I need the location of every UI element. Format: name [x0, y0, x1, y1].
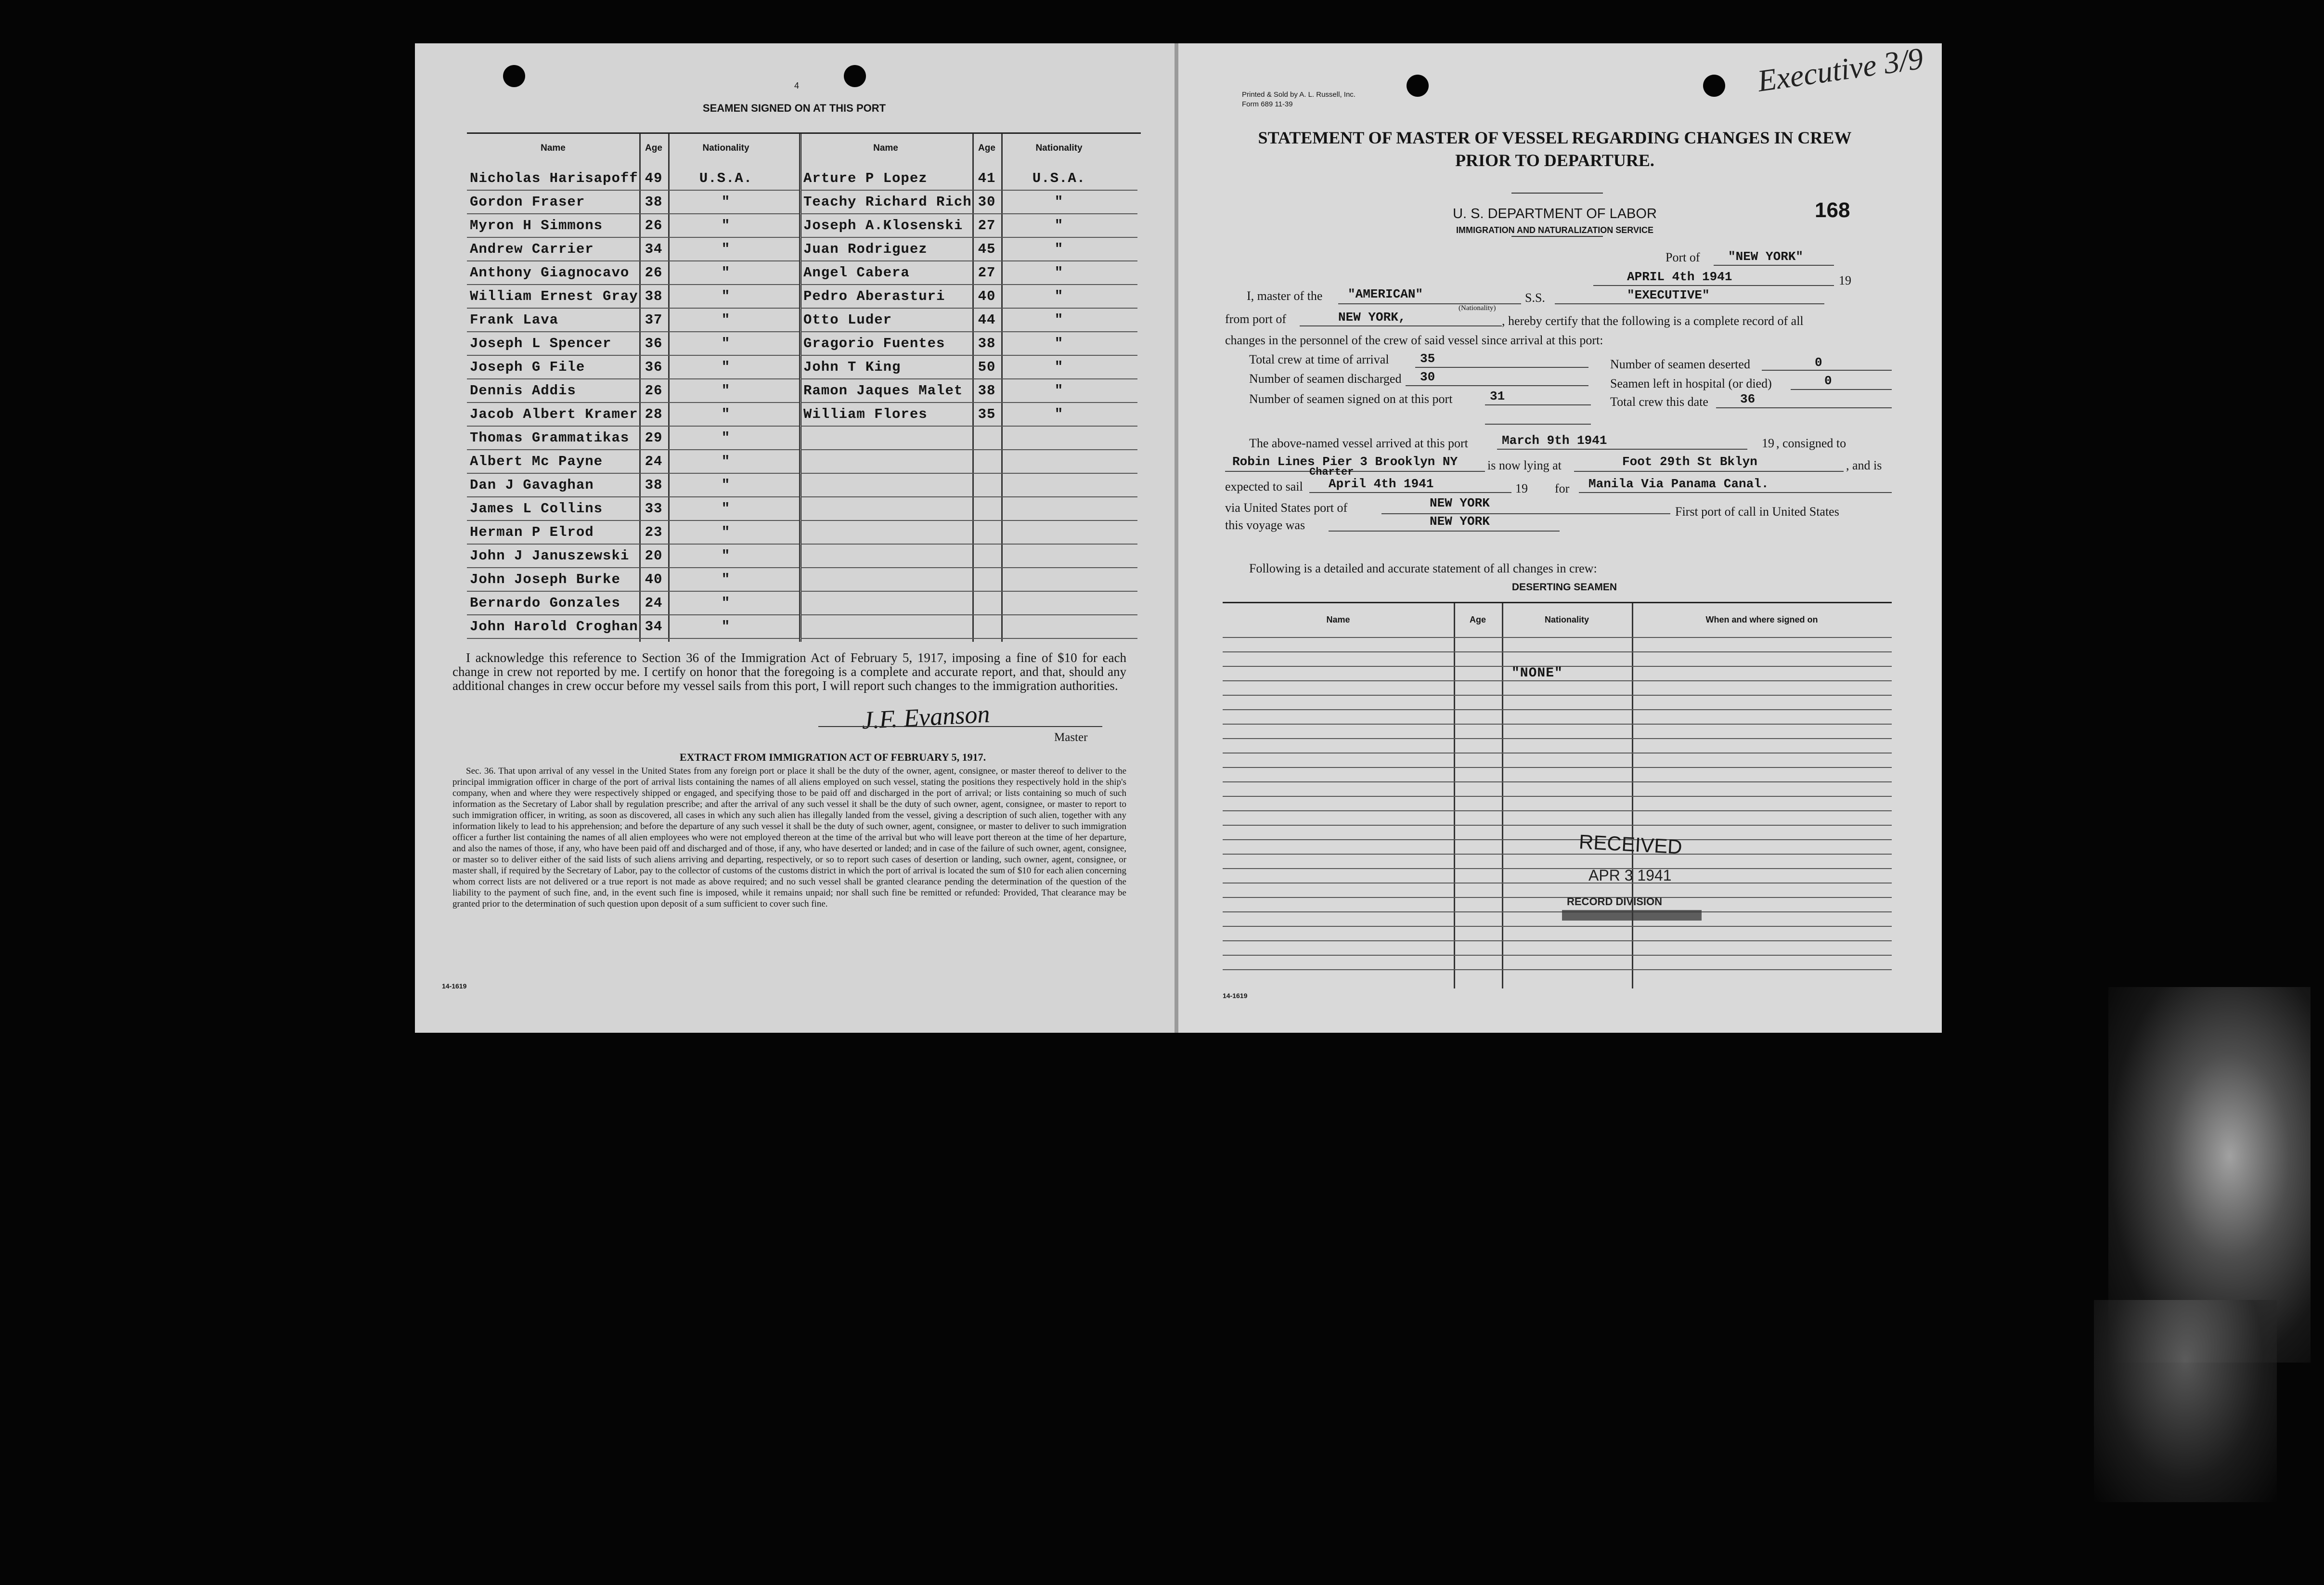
- ruled-row: [1223, 955, 1892, 956]
- seaman-age: 30: [978, 194, 996, 210]
- dcol-header-name: Name: [1326, 615, 1350, 624]
- film-glare-lower: [2094, 1300, 2277, 1502]
- seaman-age: 38: [645, 194, 663, 210]
- punch-hole: [503, 65, 525, 87]
- seaman-age: 26: [645, 383, 663, 399]
- col-header-nationality: Nationality: [702, 143, 749, 153]
- field-line: [1381, 513, 1670, 514]
- seaman-name: William Flores: [803, 406, 928, 422]
- table-row: [467, 450, 799, 474]
- ruled-row: [1223, 825, 1892, 826]
- table-row: [467, 615, 799, 639]
- table-row: [467, 426, 799, 450]
- via-label: via United States port of: [1225, 501, 1348, 515]
- seaman-name: John Joseph Burke: [470, 572, 620, 587]
- ruled-row: [1223, 911, 1892, 913]
- seaman-nationality: ": [721, 265, 731, 281]
- seaman-nationality: ": [721, 430, 731, 446]
- table-row: [800, 261, 1137, 285]
- seaman-name: Juan Rodriguez: [803, 241, 928, 257]
- seaman-name: William Ernest Gray: [470, 288, 638, 304]
- ruled-row: [1223, 651, 1892, 653]
- ruled-row: [1223, 969, 1892, 971]
- seaman-name: Teachy Richard Rich: [803, 194, 972, 210]
- seaman-name: Pedro Aberasturi: [803, 288, 945, 304]
- seaman-age: 24: [645, 454, 663, 469]
- col-header-age: Age: [978, 143, 995, 153]
- and-is: , and is: [1846, 458, 1882, 472]
- seaman-age: 37: [645, 312, 663, 328]
- punch-hole: [1703, 75, 1725, 97]
- seaman-age: 26: [645, 218, 663, 234]
- field-line: [1225, 471, 1485, 472]
- following-text: Following is a detailed and accurate statement of all changes in crew:: [1249, 561, 1597, 575]
- signed-on-label: Number of seamen signed on at this port: [1249, 392, 1453, 406]
- seaman-age: 27: [978, 218, 996, 234]
- punch-hole: [1407, 75, 1429, 97]
- ruled-row: [1223, 767, 1892, 768]
- field-line: [1791, 389, 1892, 390]
- signature-line: [818, 726, 1102, 727]
- from-port-label: from port of: [1225, 312, 1287, 326]
- seaman-nationality: ": [1054, 194, 1064, 210]
- table-row: [800, 214, 1137, 238]
- seaman-name: Ramon Jaques Malet: [803, 383, 963, 399]
- seaman-name: Gordon Fraser: [470, 194, 585, 210]
- seaman-name: Joseph G File: [470, 359, 585, 375]
- table-row: [467, 544, 799, 568]
- seaman-nationality: ": [1054, 312, 1064, 328]
- seaman-name: Myron H Simmons: [470, 218, 603, 234]
- dcol-header-when-where: When and where signed on: [1705, 615, 1818, 624]
- seaman-nationality: ": [1054, 336, 1064, 351]
- seaman-name: James L Collins: [470, 501, 603, 517]
- seaman-age: 38: [978, 336, 996, 351]
- seaman-age: 35: [978, 406, 996, 422]
- discharged-value: 30: [1420, 370, 1435, 384]
- date-value: APRIL 4th 1941: [1627, 270, 1732, 284]
- table-row: [800, 332, 1137, 356]
- table-row: [800, 450, 1137, 474]
- seaman-name: Anthony Giagnocavo: [470, 265, 630, 281]
- left-page-title: SEAMEN SIGNED ON AT THIS PORT: [702, 102, 886, 114]
- for-label: for: [1555, 481, 1570, 495]
- service-name: IMMIGRATION AND NATURALIZATION SERVICE: [1456, 225, 1653, 235]
- printer-credit: Printed & Sold by A. L. Russell, Inc.: [1242, 91, 1356, 99]
- total-crew-arrival-label: Total crew at time of arrival: [1249, 352, 1389, 366]
- seaman-age: 36: [645, 336, 663, 351]
- master-of-label: I, master of the: [1247, 289, 1323, 303]
- table-row: [800, 379, 1137, 403]
- consigned-label: , consigned to: [1776, 436, 1846, 450]
- seaman-nationality: U.S.A.: [699, 170, 753, 186]
- received-stamp-date: APR 3 1941: [1588, 867, 1672, 884]
- table-row: [467, 332, 799, 356]
- field-line: [1497, 449, 1747, 450]
- seaman-name: Bernardo Gonzales: [470, 595, 620, 611]
- table-row: [467, 591, 799, 615]
- year-suffix: 19: [1839, 273, 1851, 287]
- extract-text: Sec. 36. That upon arrival of any vessel in the United States from any foreign port or place it shall be the duty of the owner, agent, consignee, or master thereof to deliver to the principal immigration officer in charge of the port of arrival lists containing the names of all aliens employed on such vessel, stating the positions they respectively hold in the ship's company, when and where they were respectively shipped or engaged, and specifying those to be paid off and discharged in the port of arrival; or lists containing so much of such information as the Secretary of Labor shall by regulation prescribe; and after the arrival of any such vessel it shall be the duty of such owner, agent, consignee, or master to report to such immigration officer, in writing, as soon as discovered, all cases in which any such alien has illegally landed from the vessel, giving a description of such alien, together with any information likely to lead to his apprehension; and before the departure of any such vessel it shall be the duty of such owner, agent, consignee, or master to deliver to such immigration officer a further list containing the names of all alien employees who were not employed thereon at the time of the arrival but who will leave port thereon at the time of her departure, and also the names of those, if any, who have been paid off and discharged and of those, if any, who have deserted or landed; and in case of the failure of such owner, agent, consignee, or master so to deliver either of the said lists of such aliens arriving and departing, respectively, or so to report such cases of desertion or landing, such owner, agent, consignee, or master shall, if required by the Secretary of Labor, pay to the collector of customs of the customs district in which the port of arrival is located the sum of $10 for each alien concerning whom correct lists are not delivered or a true report is not made as above required; and no such vessel shall be granted clearance pending the determination of the question of the liability to the payment of such fine, and, in the event such fine is imposed, while it remains unpaid; nor shall such fine be remitted or refunded: Provided, That clearance may be granted prior to the determination of such question upon deposit of a sum sufficient to cover such fine.: [452, 766, 1126, 909]
- table-row: [800, 190, 1137, 214]
- seaman-age: 44: [978, 312, 996, 328]
- field-line: [1485, 424, 1591, 425]
- table-row: [800, 167, 1137, 191]
- seaman-name: John T King: [803, 359, 901, 375]
- ruled-row: [1223, 738, 1892, 740]
- seaman-name: Dan J Gavaghan: [470, 477, 594, 493]
- seaman-nationality: ": [1054, 241, 1064, 257]
- nationality-caption: (Nationality): [1459, 304, 1496, 312]
- year-suffix: 19: [1515, 481, 1528, 495]
- table-row: [467, 261, 799, 285]
- department-name: U. S. DEPARTMENT OF LABOR: [1453, 206, 1657, 221]
- field-line: [1309, 492, 1511, 493]
- seaman-age: 38: [978, 383, 996, 399]
- handwritten-note: Executive 3/9: [1755, 41, 1925, 98]
- table-row: [467, 214, 799, 238]
- table-row: [467, 167, 799, 191]
- table-row: [467, 308, 799, 332]
- table-row: [800, 426, 1137, 450]
- seaman-age: 49: [645, 170, 663, 186]
- seaman-age: 45: [978, 241, 996, 257]
- seaman-name: Frank Lava: [470, 312, 559, 328]
- ruled-row: [1223, 897, 1892, 898]
- port-value: "NEW YORK": [1728, 249, 1804, 264]
- seaman-name: Albert Mc Payne: [470, 454, 603, 469]
- seaman-nationality: ": [1054, 288, 1064, 304]
- table-row: [467, 520, 799, 545]
- seaman-name: Dennis Addis: [470, 383, 576, 399]
- from-port-value: NEW YORK,: [1338, 310, 1406, 325]
- certify-text: , hereby certify that the following is a complete record of all: [1502, 314, 1804, 328]
- seaman-nationality: ": [1054, 218, 1064, 234]
- table-row: [800, 355, 1137, 379]
- ruled-row: [1223, 781, 1892, 783]
- field-line: [1485, 404, 1591, 405]
- extract-title: EXTRACT FROM IMMIGRATION ACT OF FEBRUARY 5, 1917.: [679, 751, 986, 763]
- rule: [1511, 193, 1603, 194]
- col-header-name: Name: [541, 143, 566, 153]
- form-title: STATEMENT OF MASTER OF VESSEL REGARDING CHANGES IN CREW: [1258, 128, 1852, 147]
- ruled-row: [1223, 724, 1892, 725]
- seaman-age: 36: [645, 359, 663, 375]
- deserted-value: 0: [1815, 355, 1822, 370]
- table-row: [800, 403, 1137, 427]
- seaman-nationality: ": [721, 501, 731, 517]
- port-label: Port of: [1666, 250, 1700, 264]
- rule: [1511, 236, 1603, 237]
- seaman-name: Andrew Carrier: [470, 241, 594, 257]
- table-row: [800, 497, 1137, 521]
- col-header-age: Age: [645, 143, 662, 153]
- ss-label: S.S.: [1525, 291, 1545, 305]
- table-row: [800, 591, 1137, 615]
- table-row: [800, 544, 1137, 568]
- table-row: [467, 190, 799, 214]
- seaman-nationality: ": [721, 312, 731, 328]
- form-code: 14-1619: [442, 982, 467, 990]
- field-line: [1714, 265, 1834, 266]
- ruled-row: [1223, 839, 1892, 841]
- record-division-stamp: RECORD DIVISION: [1567, 896, 1663, 908]
- ruled-row: [1223, 637, 1892, 638]
- seaman-age: 23: [645, 524, 663, 540]
- destination-value: Manila Via Panama Canal.: [1588, 477, 1769, 491]
- seaman-nationality: ": [721, 241, 731, 257]
- seaman-nationality: ": [721, 524, 731, 540]
- seaman-name: Joseph L Spencer: [470, 336, 612, 351]
- seaman-nationality: ": [721, 548, 731, 564]
- seaman-age: 29: [645, 430, 663, 446]
- ruled-row: [1223, 796, 1892, 797]
- deserting-seamen-title: DESERTING SEAMEN: [1511, 582, 1617, 593]
- seaman-nationality: ": [721, 595, 731, 611]
- form-subtitle: PRIOR TO DEPARTURE.: [1455, 151, 1654, 170]
- seaman-nationality: ": [721, 619, 731, 635]
- seaman-age: 41: [978, 170, 996, 186]
- acknowledgement-text: I acknowledge this reference to Section 36 of the Immigration Act of February 5, 1917, imposing a fine of $10 for each change in crew not reported by me. I certify on honor that the foregoing is a complete and accurate report, and that, should any additional changes in crew occur before my vessel sails from this port, I will report such changes to the immigration authorities.: [452, 650, 1126, 693]
- form-code: 14-1619: [1223, 992, 1248, 1000]
- lying-label: is now lying at: [1487, 458, 1562, 472]
- via-value: NEW YORK: [1430, 496, 1490, 510]
- total-crew-arrival-value: 35: [1420, 351, 1435, 366]
- hospital-label: Seamen left in hospital (or died): [1610, 377, 1772, 390]
- field-line: [1574, 471, 1844, 472]
- seaman-nationality: ": [721, 454, 731, 469]
- year-suffix: 19: [1762, 436, 1774, 450]
- lying-value: Foot 29th St Bklyn: [1622, 455, 1757, 469]
- punch-hole: [844, 65, 866, 87]
- field-line: [1593, 285, 1834, 286]
- field-line: [1579, 492, 1892, 493]
- seaman-nationality: U.S.A.: [1032, 170, 1086, 186]
- seaman-nationality: ": [721, 218, 731, 234]
- total-crew-date-label: Total crew this date: [1610, 395, 1708, 409]
- seaman-nationality: ": [1054, 265, 1064, 281]
- seaman-age: 26: [645, 265, 663, 281]
- charter-note: Charter: [1309, 466, 1354, 478]
- seaman-name: John Harold Croghan: [470, 619, 638, 635]
- seaman-name: Joseph A.Klosenski: [803, 218, 963, 234]
- seaman-age: 38: [645, 477, 663, 493]
- seaman-name: Gragorio Fuentes: [803, 336, 945, 351]
- page-fold: [1175, 43, 1178, 1033]
- ruled-row: [1223, 940, 1892, 942]
- master-signature: J.F. Evanson: [861, 700, 991, 735]
- table-row: [467, 568, 799, 592]
- consignee-value: Robin Lines Pier 3 Brooklyn NY: [1232, 455, 1458, 469]
- seaman-age: 34: [645, 619, 663, 635]
- seaman-name: John J Januszewski: [470, 548, 630, 564]
- table-row: [467, 285, 799, 309]
- ruled-row: [1223, 695, 1892, 696]
- signed-on-value: 31: [1490, 389, 1505, 403]
- col-header-nationality: Nationality: [1035, 143, 1083, 153]
- master-label: Master: [1054, 731, 1088, 744]
- discharged-label: Number of seamen discharged: [1249, 372, 1402, 386]
- field-line: [1329, 531, 1560, 532]
- sail-value: April 4th 1941: [1329, 477, 1434, 491]
- ruled-row: [1223, 854, 1892, 855]
- seaman-nationality: ": [721, 336, 731, 351]
- seaman-age: 40: [978, 288, 996, 304]
- expected-label: expected to sail: [1225, 480, 1303, 494]
- seaman-age: 40: [645, 572, 663, 587]
- seaman-name: Jacob Albert Kramer: [470, 406, 638, 422]
- seaman-nationality: ": [721, 383, 731, 399]
- form-number: Form 689 11-39: [1242, 100, 1293, 108]
- seaman-name: Otto Luder: [803, 312, 892, 328]
- table-row: [467, 379, 799, 403]
- first-port-value: NEW YORK: [1430, 514, 1490, 529]
- field-line: [1415, 367, 1588, 368]
- field-line: [1406, 385, 1588, 386]
- seaman-nationality: ": [1054, 383, 1064, 399]
- stamp-smudge: [1562, 910, 1702, 921]
- ruled-row: [1223, 926, 1892, 927]
- total-crew-date-value: 36: [1740, 392, 1756, 406]
- seaman-nationality: ": [721, 572, 731, 587]
- seaman-age: 24: [645, 595, 663, 611]
- seaman-age: 50: [978, 359, 996, 375]
- ruled-row: [1223, 753, 1892, 754]
- page-number: 4: [794, 81, 800, 91]
- field-line: [1716, 407, 1892, 408]
- nationality-value: "AMERICAN": [1348, 287, 1423, 301]
- table-row: [800, 237, 1137, 261]
- this-voyage-label: this voyage was: [1225, 518, 1305, 532]
- table-row: [800, 285, 1137, 309]
- col-header-name: Name: [873, 143, 898, 153]
- seaman-nationality: ": [721, 288, 731, 304]
- seaman-age: 28: [645, 406, 663, 422]
- table-row: [467, 355, 799, 379]
- ruled-row: [1223, 709, 1892, 711]
- received-stamp: RECEIVED: [1578, 830, 1683, 858]
- changes-text: changes in the personnel of the crew of said vessel since arrival at this port:: [1225, 333, 1603, 347]
- arrived-value: March 9th 1941: [1502, 433, 1607, 448]
- dcol-header-nationality: Nationality: [1544, 615, 1589, 624]
- vessel-name: "EXECUTIVE": [1627, 288, 1710, 302]
- form-serial-number: 168: [1815, 198, 1850, 222]
- none-entry: "NONE": [1511, 666, 1563, 681]
- deserting-seamen-table: [1223, 602, 1892, 988]
- seaman-nationality: ": [1054, 406, 1064, 422]
- table-row: [467, 473, 799, 497]
- seaman-name: Nicholas Harisapoff: [470, 170, 638, 186]
- ruled-row: [1223, 810, 1892, 812]
- seamen-signed-on-table: [467, 132, 1141, 642]
- seaman-age: 27: [978, 265, 996, 281]
- seaman-age: 38: [645, 288, 663, 304]
- seaman-name: Arture P Lopez: [803, 170, 928, 186]
- field-line: [1300, 325, 1502, 326]
- table-row: [800, 520, 1137, 545]
- table-row: [800, 568, 1137, 592]
- seaman-name: Thomas Grammatikas: [470, 430, 630, 446]
- seaman-age: 20: [645, 548, 663, 564]
- dcol-header-age: Age: [1469, 615, 1486, 624]
- seaman-age: 34: [645, 241, 663, 257]
- table-row: [800, 615, 1137, 639]
- arrived-label: The above-named vessel arrived at this port: [1249, 436, 1468, 450]
- deserted-label: Number of seamen deserted: [1610, 357, 1750, 371]
- seaman-nationality: ": [1054, 359, 1064, 375]
- seaman-nationality: ": [721, 194, 731, 210]
- table-row: [467, 403, 799, 427]
- seaman-nationality: ": [721, 406, 731, 422]
- table-row: [467, 497, 799, 521]
- field-line: [1555, 303, 1824, 304]
- seaman-nationality: ": [721, 477, 731, 493]
- table-row: [800, 473, 1137, 497]
- field-line: [1762, 370, 1892, 371]
- table-row: [467, 237, 799, 261]
- ruled-row: [1223, 883, 1892, 884]
- table-row: [800, 308, 1137, 332]
- seaman-age: 33: [645, 501, 663, 517]
- first-port-label: First port of call in United States: [1675, 505, 1839, 519]
- ruled-row: [1223, 868, 1892, 870]
- seaman-name: Herman P Elrod: [470, 524, 594, 540]
- hospital-value: 0: [1824, 374, 1832, 388]
- seaman-nationality: ": [721, 359, 731, 375]
- seaman-name: Angel Cabera: [803, 265, 910, 281]
